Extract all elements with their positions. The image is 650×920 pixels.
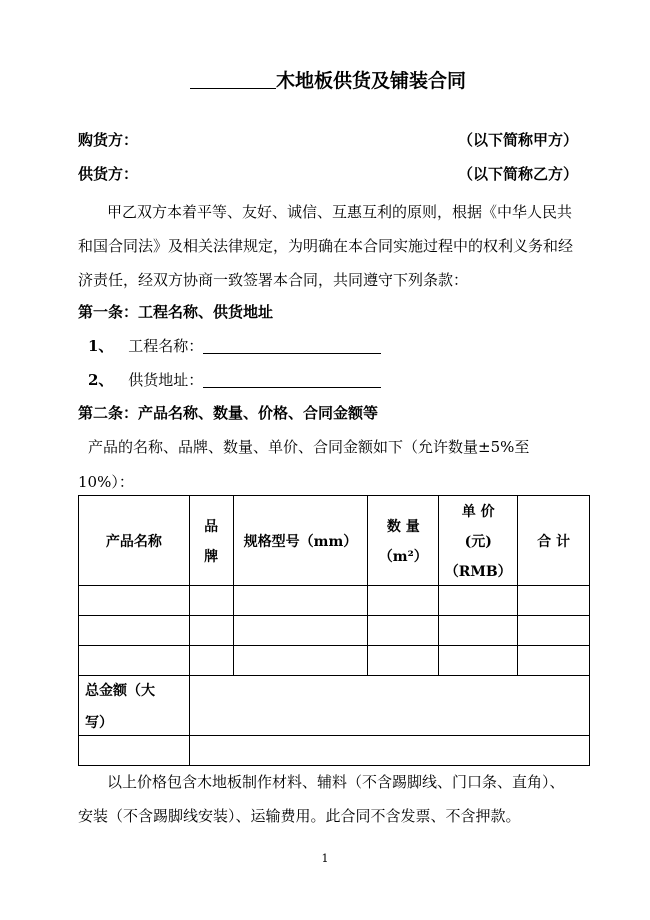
item-1-number: 1、 [88, 337, 114, 355]
table-cell[interactable] [233, 646, 368, 676]
project-name-field[interactable] [203, 338, 381, 354]
table-cell[interactable] [233, 616, 368, 646]
header-unit-price [439, 496, 518, 586]
table-header-row [79, 496, 590, 586]
table-cell[interactable] [189, 736, 589, 766]
article-2-title: 第二条：产品名称、数量、价格、合同金额等 [78, 404, 379, 422]
table-cell[interactable] [79, 736, 190, 766]
table-cell[interactable] [368, 586, 439, 616]
table-cell[interactable] [518, 586, 590, 616]
title-text: 木地板供货及铺装合同 [276, 70, 467, 92]
header-product-name: 产品名称 [79, 496, 190, 586]
table-row [79, 646, 590, 676]
item-2-label: 供货地址： [128, 371, 204, 389]
product-desc-line-1: 产品的名称、品牌、数量、单价、合同金额如下（允许数量±5%至 [88, 438, 530, 456]
item-1-label: 工程名称： [128, 337, 204, 355]
table-cell[interactable] [189, 586, 233, 616]
seller-label: 供货方： [78, 165, 139, 183]
total-amount-value[interactable] [189, 676, 589, 736]
table-row [79, 586, 590, 616]
total-amount-label [79, 676, 190, 736]
item-2-row [88, 369, 381, 390]
header-quantity-line-2: （m²） [378, 548, 428, 565]
delivery-address-field[interactable] [203, 372, 381, 388]
price-note-line-2: 安装（不含踢脚线安装）、运输费用。此合同不含发票、不含押款。 [78, 807, 521, 825]
total-amount-row [79, 676, 590, 736]
contract-title [190, 66, 466, 93]
table-row [79, 616, 590, 646]
header-spec: 规格型号（mm） [233, 496, 368, 586]
table-row [79, 736, 590, 766]
table-cell[interactable] [189, 646, 233, 676]
table-cell[interactable] [518, 646, 590, 676]
table-cell[interactable] [439, 646, 518, 676]
table-cell[interactable] [518, 616, 590, 646]
table-cell[interactable] [79, 646, 190, 676]
buyer-note: （以下简称甲方） [458, 131, 579, 149]
header-quantity [368, 496, 439, 586]
total-amount-label-line-1: 总金额（大 [85, 682, 155, 699]
table-cell[interactable] [439, 586, 518, 616]
header-quantity-line-1: 数 量 [386, 518, 420, 535]
table-cell[interactable] [368, 646, 439, 676]
table-cell[interactable] [189, 616, 233, 646]
table-cell[interactable] [233, 586, 368, 616]
intro-line-3: 济责任，经双方协商一致签署本合同，共同遵守下列条款： [78, 271, 469, 289]
header-price-line-2: (元) [464, 533, 492, 550]
article-1-title: 第一条：工程名称、供货地址 [78, 303, 274, 321]
buyer-label: 购货方： [78, 131, 139, 149]
seller-note: （以下简称乙方） [458, 165, 579, 183]
header-price-line-1: 单 价 [461, 503, 495, 520]
intro-line-2: 和国合同法》及相关法律规定，为明确在本合同实施过程中的权利义务和经 [78, 237, 574, 255]
product-table [78, 495, 590, 766]
intro-line-1: 甲乙双方本着平等、友好、诚信、互惠互利的原则，根据《中华人民共 [107, 203, 573, 221]
header-price-line-3: （RMB） [444, 563, 512, 580]
title-blank-line[interactable] [190, 70, 276, 89]
product-desc-line-2: 10%）： [78, 473, 134, 491]
page-number: 1 [321, 852, 329, 865]
item-1-row [88, 335, 381, 356]
table-cell[interactable] [368, 616, 439, 646]
header-total: 合 计 [518, 496, 590, 586]
price-note-line-1: 以上价格包含木地板制作材料、辅料（不含踢脚线、门口条、直角）、 [107, 773, 565, 791]
item-2-number: 2、 [88, 371, 114, 389]
table-cell[interactable] [439, 616, 518, 646]
table-cell[interactable] [79, 586, 190, 616]
header-brand [189, 496, 233, 586]
header-brand-line-1: 品 [204, 518, 219, 535]
header-brand-line-2: 牌 [204, 548, 219, 565]
table-cell[interactable] [79, 616, 190, 646]
total-amount-label-line-2: 写） [85, 714, 113, 731]
